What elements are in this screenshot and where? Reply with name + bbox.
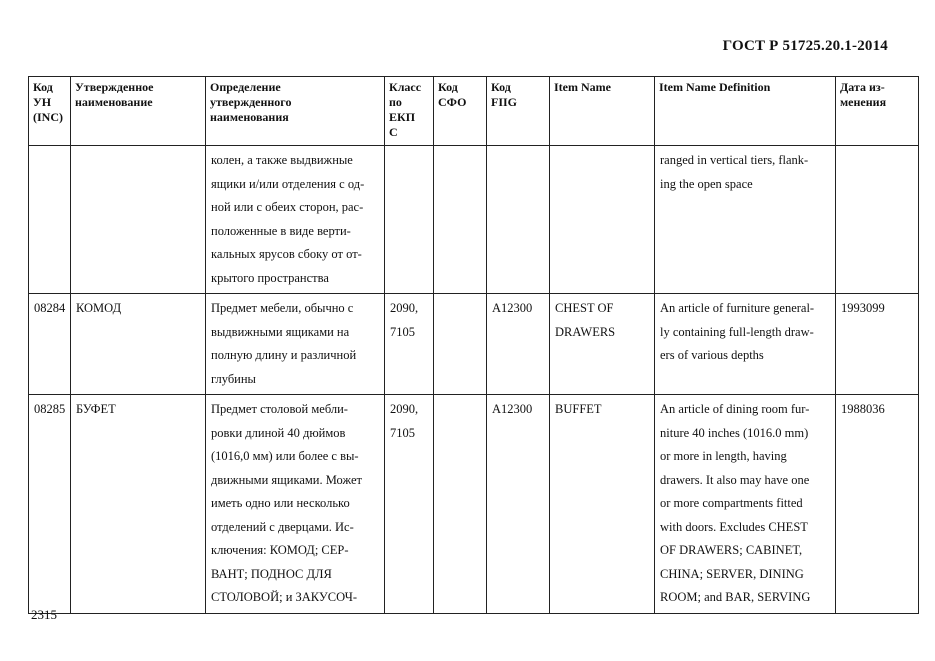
text-line: крытого пространства bbox=[211, 270, 329, 285]
text-line: ЕКП bbox=[389, 110, 416, 124]
text-line: Класс bbox=[389, 80, 422, 94]
text-line: ящики и/или отделения с од- bbox=[211, 176, 365, 191]
cell-definition bbox=[206, 146, 385, 294]
text-line: 08285 bbox=[34, 402, 66, 416]
cell-date bbox=[836, 395, 919, 614]
header-name-definition bbox=[206, 77, 385, 146]
text-line: менения bbox=[840, 95, 887, 109]
text-line: with doors. Excludes CHEST bbox=[660, 519, 808, 534]
cell-name bbox=[71, 395, 206, 614]
cell-item-name bbox=[550, 395, 655, 614]
text-line: FIIG bbox=[491, 95, 518, 109]
text-line: DRAWERS bbox=[555, 324, 616, 339]
cell-inc bbox=[29, 395, 71, 614]
cell-date bbox=[836, 146, 919, 294]
text-line: Код bbox=[33, 80, 53, 94]
text-line: CHINA; SERVER, DINING bbox=[660, 566, 804, 581]
cell-fiig bbox=[487, 395, 550, 614]
document-code: ГОСТ Р 51725.20.1-2014 bbox=[722, 38, 888, 54]
cell-sfo bbox=[434, 146, 487, 294]
cell-item-definition bbox=[655, 294, 836, 395]
text-line: 7105 bbox=[390, 425, 415, 440]
cell-name bbox=[71, 146, 206, 294]
cell-date bbox=[836, 294, 919, 395]
text-line: КОМОД bbox=[76, 301, 122, 315]
header-sfo bbox=[434, 77, 487, 146]
text-line: Item Name Definition bbox=[659, 80, 771, 94]
text-line: BUFFET bbox=[555, 402, 602, 416]
cell-fiig bbox=[487, 294, 550, 395]
text-line: движными ящиками. Может bbox=[211, 472, 362, 487]
cell-item-name bbox=[550, 294, 655, 395]
text-line: An article of dining room fur- bbox=[660, 402, 810, 416]
text-line: ВАНТ; ПОДНОС ДЛЯ bbox=[211, 566, 332, 581]
page-number: 2315 bbox=[31, 607, 57, 622]
cell-name bbox=[71, 294, 206, 395]
cell-fiig bbox=[487, 146, 550, 294]
header-fiig bbox=[487, 77, 550, 146]
cell-class bbox=[385, 146, 434, 294]
text-line: ключения: КОМОД; СЕР- bbox=[211, 543, 349, 557]
text-line: полную длину и различной bbox=[211, 348, 357, 362]
text-line: наименование bbox=[75, 95, 153, 109]
text-line: OF DRAWERS; CABINET, bbox=[660, 543, 803, 557]
header-inc bbox=[29, 77, 71, 146]
text-line: (INC) bbox=[33, 110, 63, 124]
text-line: Дата из- bbox=[840, 80, 885, 94]
text-line: БУФЕТ bbox=[76, 402, 116, 416]
header-approved-name bbox=[71, 77, 206, 146]
header-change-date bbox=[836, 77, 919, 146]
text-line: ranged in vertical tiers, flank- bbox=[660, 153, 809, 167]
text-line: drawers. It also may have one bbox=[660, 472, 810, 487]
text-line: ровки длиной 40 дюймов bbox=[211, 425, 346, 440]
text-line: отделений с дверцами. Ис- bbox=[211, 519, 354, 534]
text-line: С bbox=[389, 125, 398, 139]
text-line: кальных ярусов сбоку от от- bbox=[211, 247, 362, 261]
text-line: иметь одно или несколько bbox=[211, 496, 350, 510]
table-row bbox=[29, 294, 919, 395]
text-line: наименования bbox=[210, 110, 289, 124]
text-line: выдвижными ящиками на bbox=[211, 324, 350, 339]
text-line: A12300 bbox=[492, 402, 533, 416]
text-line: глубины bbox=[211, 371, 256, 386]
text-line: ers of various depths bbox=[660, 348, 764, 362]
text-line: 2090, bbox=[390, 402, 419, 416]
header-class bbox=[385, 77, 434, 146]
text-line: СФО bbox=[438, 95, 467, 109]
cell-class bbox=[385, 294, 434, 395]
text-line: ing the open space bbox=[660, 176, 753, 191]
text-line: or more compartments fitted bbox=[660, 496, 803, 510]
text-line: положенные в виде верти- bbox=[211, 223, 351, 238]
text-line: УН bbox=[33, 95, 52, 109]
table-row bbox=[29, 146, 919, 294]
header-item-name bbox=[550, 77, 655, 146]
text-line: Item Name bbox=[554, 80, 611, 94]
cell-inc bbox=[29, 146, 71, 294]
text-line: 1988036 bbox=[841, 402, 885, 416]
text-line: Предмет мебели, обычно с bbox=[211, 301, 354, 315]
text-line: Определение bbox=[210, 80, 281, 94]
text-line: Предмет столовой мебли- bbox=[211, 402, 348, 416]
text-line: CHEST OF bbox=[555, 301, 614, 315]
text-line: Код bbox=[438, 80, 458, 94]
text-line: ной или с обеих сторон, рас- bbox=[211, 200, 364, 214]
text-line: по bbox=[389, 95, 402, 109]
text-line: An article of furniture general- bbox=[660, 301, 815, 315]
text-line: СТОЛОВОЙ; и ЗАКУСОЧ- bbox=[211, 590, 358, 604]
header-item-name-definition bbox=[655, 77, 836, 146]
text-line: A12300 bbox=[492, 301, 533, 315]
text-line: Утвержденное bbox=[75, 80, 154, 94]
cell-item-name bbox=[550, 146, 655, 294]
catalog-table bbox=[28, 76, 919, 614]
cell-sfo bbox=[434, 294, 487, 395]
cell-class bbox=[385, 395, 434, 614]
text-line: колен, а также выдвижные bbox=[211, 153, 353, 167]
text-line: ly containing full-length draw- bbox=[660, 324, 814, 339]
text-line: niture 40 inches (1016.0 mm) bbox=[660, 425, 809, 440]
text-line: 7105 bbox=[390, 324, 415, 339]
text-line: 08284 bbox=[34, 301, 66, 315]
cell-item-definition bbox=[655, 395, 836, 614]
text-line: утвержденного bbox=[210, 95, 292, 109]
text-line: (1016,0 мм) или более с вы- bbox=[211, 449, 359, 463]
table-header-row bbox=[29, 77, 919, 146]
cell-sfo bbox=[434, 395, 487, 614]
cell-inc bbox=[29, 294, 71, 395]
text-line: Код bbox=[491, 80, 511, 94]
text-line: 1993099 bbox=[841, 301, 885, 315]
text-line: ROOM; and BAR, SERVING bbox=[660, 590, 811, 604]
table-row bbox=[29, 395, 919, 614]
cell-definition bbox=[206, 395, 385, 614]
cell-item-definition bbox=[655, 146, 836, 294]
text-line: 2090, bbox=[390, 301, 419, 315]
cell-definition bbox=[206, 294, 385, 395]
text-line: or more in length, having bbox=[660, 449, 787, 463]
